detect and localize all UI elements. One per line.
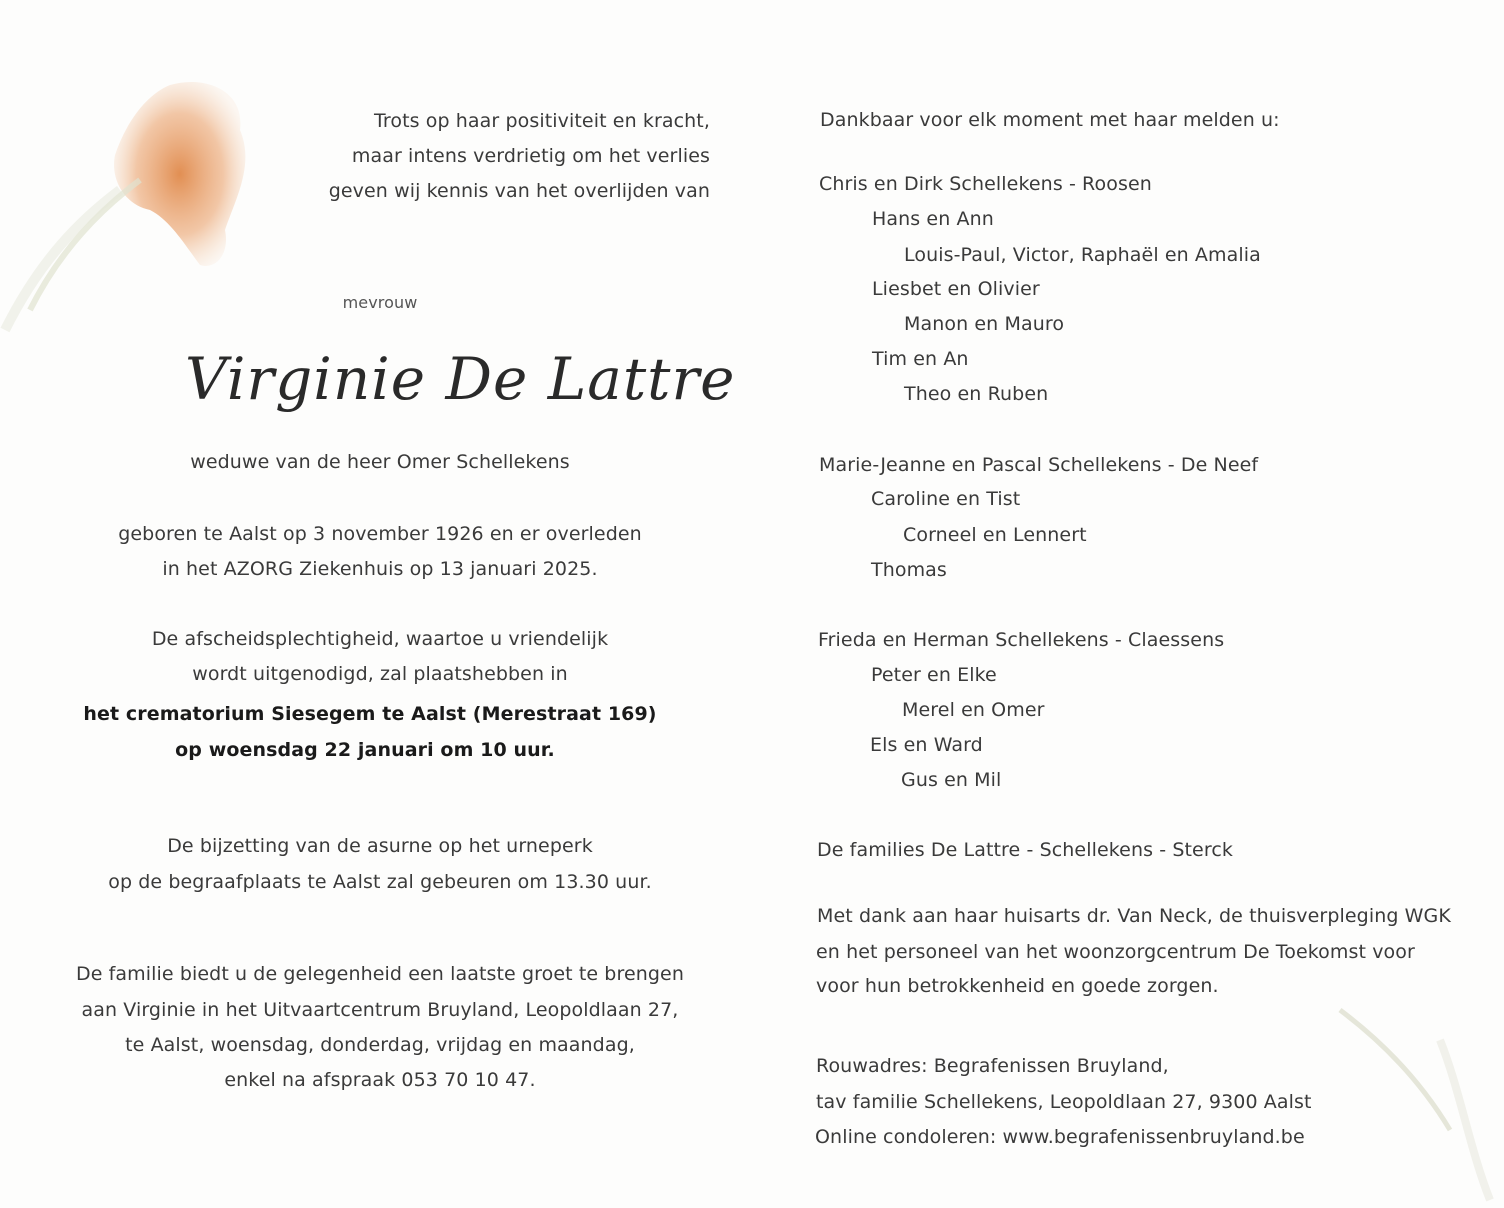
- thanks-line-2: en het personeel van het woonzorgcentrum De Toekomst voor: [816, 941, 1415, 963]
- address-line-2: tav familie Schellekens, Leopoldlaan 27, 9300 Aalst: [816, 1091, 1312, 1113]
- thanks-line-1: Met dank aan haar huisarts dr. Van Neck, de thuisverpleging WGK: [817, 905, 1451, 927]
- deceased-name: Virginie De Lattre: [185, 345, 736, 413]
- family-group-3-child-1: Peter en Elke: [871, 664, 997, 686]
- visit-line-2: aan Virginie in het Uitvaartcentrum Bruyland, Leopoldlaan 27,: [81, 999, 679, 1021]
- intro-line-1: Trots op haar positiviteit en kracht,: [373, 110, 710, 132]
- intro-line-3: geven wij kennis van het overlijden van: [328, 180, 710, 202]
- address-line-1: Rouwadres: Begrafenissen Bruyland,: [816, 1055, 1169, 1077]
- address-line-3: Online condoleren: www.begrafenissenbruyland.be: [815, 1126, 1305, 1148]
- ceremony-line-2: wordt uitgenodigd, zal plaatshebben in: [192, 663, 568, 685]
- family-group-1-child-2: Liesbet en Olivier: [872, 278, 1040, 300]
- visit-line-4: enkel na afspraak 053 70 10 47.: [224, 1069, 536, 1091]
- family-intro: Dankbaar voor elk moment met haar melden u:: [820, 109, 1280, 131]
- family-group-3-grandchildren-2: Gus en Mil: [901, 769, 1002, 791]
- family-group-3-grandchildren-1: Merel en Omer: [902, 699, 1045, 721]
- title-prefix: mevrouw: [342, 293, 418, 312]
- visit-line-1: De familie biedt u de gelegenheid een laatste groet te brengen: [75, 963, 684, 985]
- birth-line-1: geboren te Aalst op 3 november 1926 en er overleden: [118, 523, 642, 545]
- family-group-1-grandchildren-3: Theo en Ruben: [904, 383, 1049, 405]
- family-group-1-head: Chris en Dirk Schellekens - Roosen: [819, 173, 1152, 195]
- family-group-2-grandchildren-1: Corneel en Lennert: [903, 524, 1087, 546]
- extended-families: De families De Lattre - Schellekens - Sterck: [817, 839, 1233, 861]
- family-group-3-head: Frieda en Herman Schellekens - Claessens: [818, 629, 1225, 651]
- interment-line-2: op de begraafplaats te Aalst zal gebeuren om 13.30 uur.: [108, 871, 652, 893]
- family-group-1-grandchildren-2: Manon en Mauro: [904, 313, 1065, 335]
- interment-line-1: De bijzetting van de asurne op het urneperk: [167, 835, 593, 857]
- visit-line-3: te Aalst, woensdag, donderdag, vrijdag en maandag,: [125, 1034, 635, 1056]
- family-group-1-child-1: Hans en Ann: [872, 208, 994, 230]
- intro-line-2: maar intens verdrietig om het verlies: [351, 145, 710, 167]
- family-group-2-child-1: Caroline en Tist: [871, 488, 1021, 510]
- family-group-3-child-2: Els en Ward: [870, 734, 983, 756]
- ceremony-datetime: op woensdag 22 januari om 10 uur.: [175, 739, 555, 761]
- family-group-2-child-2: Thomas: [871, 559, 947, 581]
- birth-line-2: in het AZORG Ziekenhuis op 13 januari 2025.: [162, 558, 598, 580]
- ceremony-location: het crematorium Siesegem te Aalst (Merestraat 169): [83, 703, 657, 725]
- ceremony-line-1: De afscheidsplechtigheid, waartoe u vriendelijk: [151, 628, 609, 650]
- thanks-line-3: voor hun betrokkenheid en goede zorgen.: [816, 975, 1219, 997]
- widow-of: weduwe van de heer Omer Schellekens: [190, 451, 570, 473]
- family-group-2-head: Marie-Jeanne en Pascal Schellekens - De Neef: [819, 454, 1259, 476]
- family-group-1-child-3: Tim en An: [872, 348, 969, 370]
- family-group-1-grandchildren-1: Louis-Paul, Victor, Raphaël en Amalia: [904, 244, 1261, 266]
